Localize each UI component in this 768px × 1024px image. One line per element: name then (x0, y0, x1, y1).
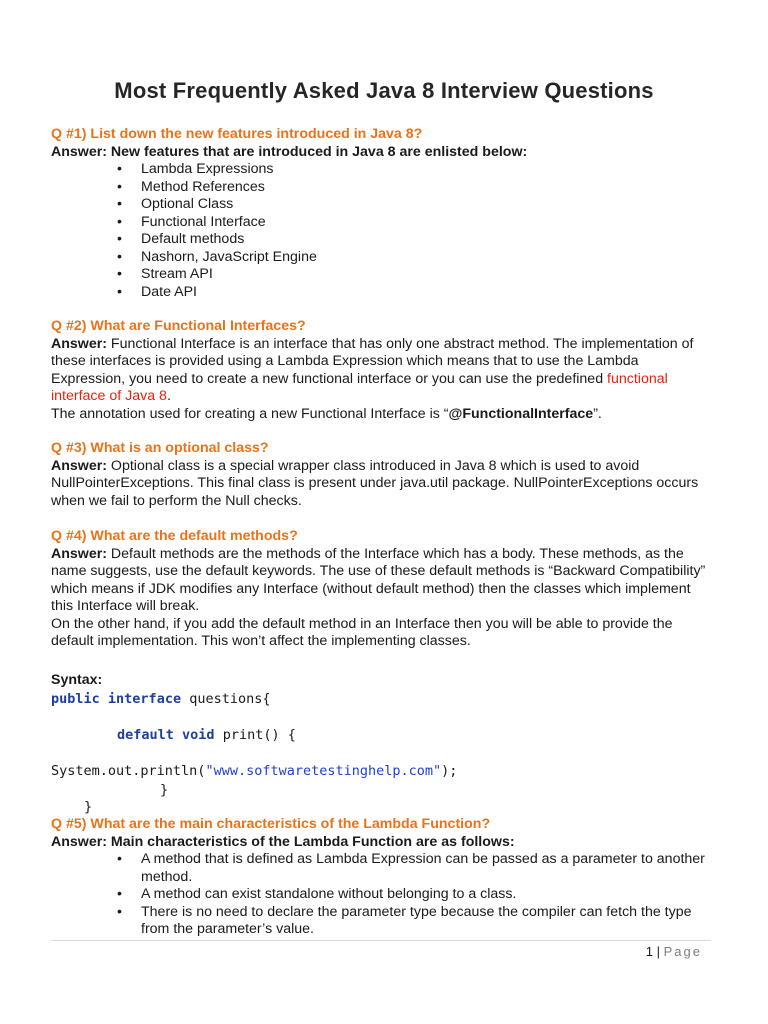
q2-annotation-end: ”. (593, 405, 602, 422)
page-footer (646, 944, 702, 959)
q4-answer (51, 546, 711, 616)
q2-answer (51, 336, 711, 406)
q3-section (51, 440, 711, 510)
q2-section (51, 318, 711, 423)
code-string: "www.softwaretestinghelp.com" (205, 763, 442, 779)
q2-period: . (166, 388, 171, 404)
list-item: • Date API (51, 284, 711, 302)
code-keyword: public (51, 691, 100, 707)
q2-annotation-text: The annotation used for creating a new Functional Interface is “ (51, 405, 449, 422)
list-item: • Stream API (51, 266, 711, 284)
list-item: • Functional Interface (51, 214, 711, 232)
annotation-name: @FunctionalInterface (448, 405, 594, 422)
syntax-label: Syntax: (51, 672, 103, 688)
q2-annotation-line (51, 406, 711, 424)
footer-separator: | (653, 944, 664, 959)
q3-question: Q #3) What is an optional class? (51, 440, 269, 456)
footer-divider (51, 940, 711, 941)
list-item: • Lambda Expressions (51, 161, 711, 179)
q2-text: Functional Interface is an interface that has only one abstract method. The implementation of these interfaces is provided using a Lambda Expression which means that to use the Lambda Expression, you need to create a new functional interface or you can use the predefined (51, 335, 694, 387)
q5-section (51, 816, 711, 939)
q1-section (51, 126, 711, 301)
code-line-4: } (160, 782, 169, 798)
list-item: • A method can exist standalone without belonging to a class. (51, 886, 711, 904)
q1-question: Q #1) List down the new features introduced in Java 8? (51, 126, 423, 142)
code-keyword: default (117, 727, 174, 743)
code-text: print() { (214, 727, 296, 743)
answer-label: Answer: (51, 545, 107, 562)
q4-text: Default methods are the methods of the Interface which has a body. These methods, as the name suggests, use the default keywords. The use of these default methods is “Backward Compatibility” which means if JDK modifies any Interface (without default method) then the classes which implement this Interface will break. (51, 545, 706, 614)
q4-section (51, 528, 711, 651)
code-text: questions{ (181, 691, 271, 707)
q4-question: Q #4) What are the default methods? (51, 528, 298, 544)
list-item: • A method that is defined as Lambda Expression can be passed as a parameter to another method. (51, 851, 711, 886)
code-keyword: interface (107, 691, 182, 707)
q5-question: Q #5) What are the main characteristics of the Lambda Function? (51, 816, 491, 832)
list-item: • Nashorn, JavaScript Engine (51, 249, 711, 267)
answer-label: Answer: (51, 457, 107, 474)
q1-answer: Answer: New features that are introduced in Java 8 are enlisted below: (51, 143, 528, 160)
page-title: Most Frequently Asked Java 8 Interview Questions (114, 78, 654, 103)
q3-answer (51, 458, 711, 511)
page-label: Page (663, 944, 702, 959)
answer-label: Answer: (51, 335, 107, 352)
q5-answer: Answer: Main characteristics of the Lambda Function are as follows: (51, 833, 515, 850)
list-item: • Method References (51, 179, 711, 197)
code-line-5: } (84, 799, 93, 815)
code-line-2 (117, 726, 296, 744)
q3-text: Optional class is a special wrapper class introduced in Java 8 which is used to avoid NullPointerExceptions. This final class is present under java.util package. NullPointerExceptions occurs when we fail to perform the Null checks. (51, 457, 699, 509)
code-line-1 (51, 690, 270, 708)
list-item: • There is no need to declare the parameter type because the compiler can fetch the type from the parameter’s value. (51, 904, 711, 939)
code-text: ); (441, 763, 458, 779)
q1-feature-list (51, 161, 711, 301)
list-item: • Optional Class (51, 196, 711, 214)
q2-question: Q #2) What are Functional Interfaces? (51, 318, 306, 334)
code-text: System.out.println( (51, 763, 206, 779)
q4-text-2: On the other hand, if you add the default method in an Interface then you will be able to provide the default implementation. This won’t affect the implementing classes. (51, 615, 673, 649)
functional-interface-link[interactable]: functional interface of Java 8 (51, 370, 668, 404)
page-number: 1 (645, 944, 654, 959)
code-line-3 (51, 762, 457, 780)
q5-characteristics-list (51, 851, 711, 939)
code-keyword: void (182, 727, 215, 743)
list-item: • Default methods (51, 231, 711, 249)
